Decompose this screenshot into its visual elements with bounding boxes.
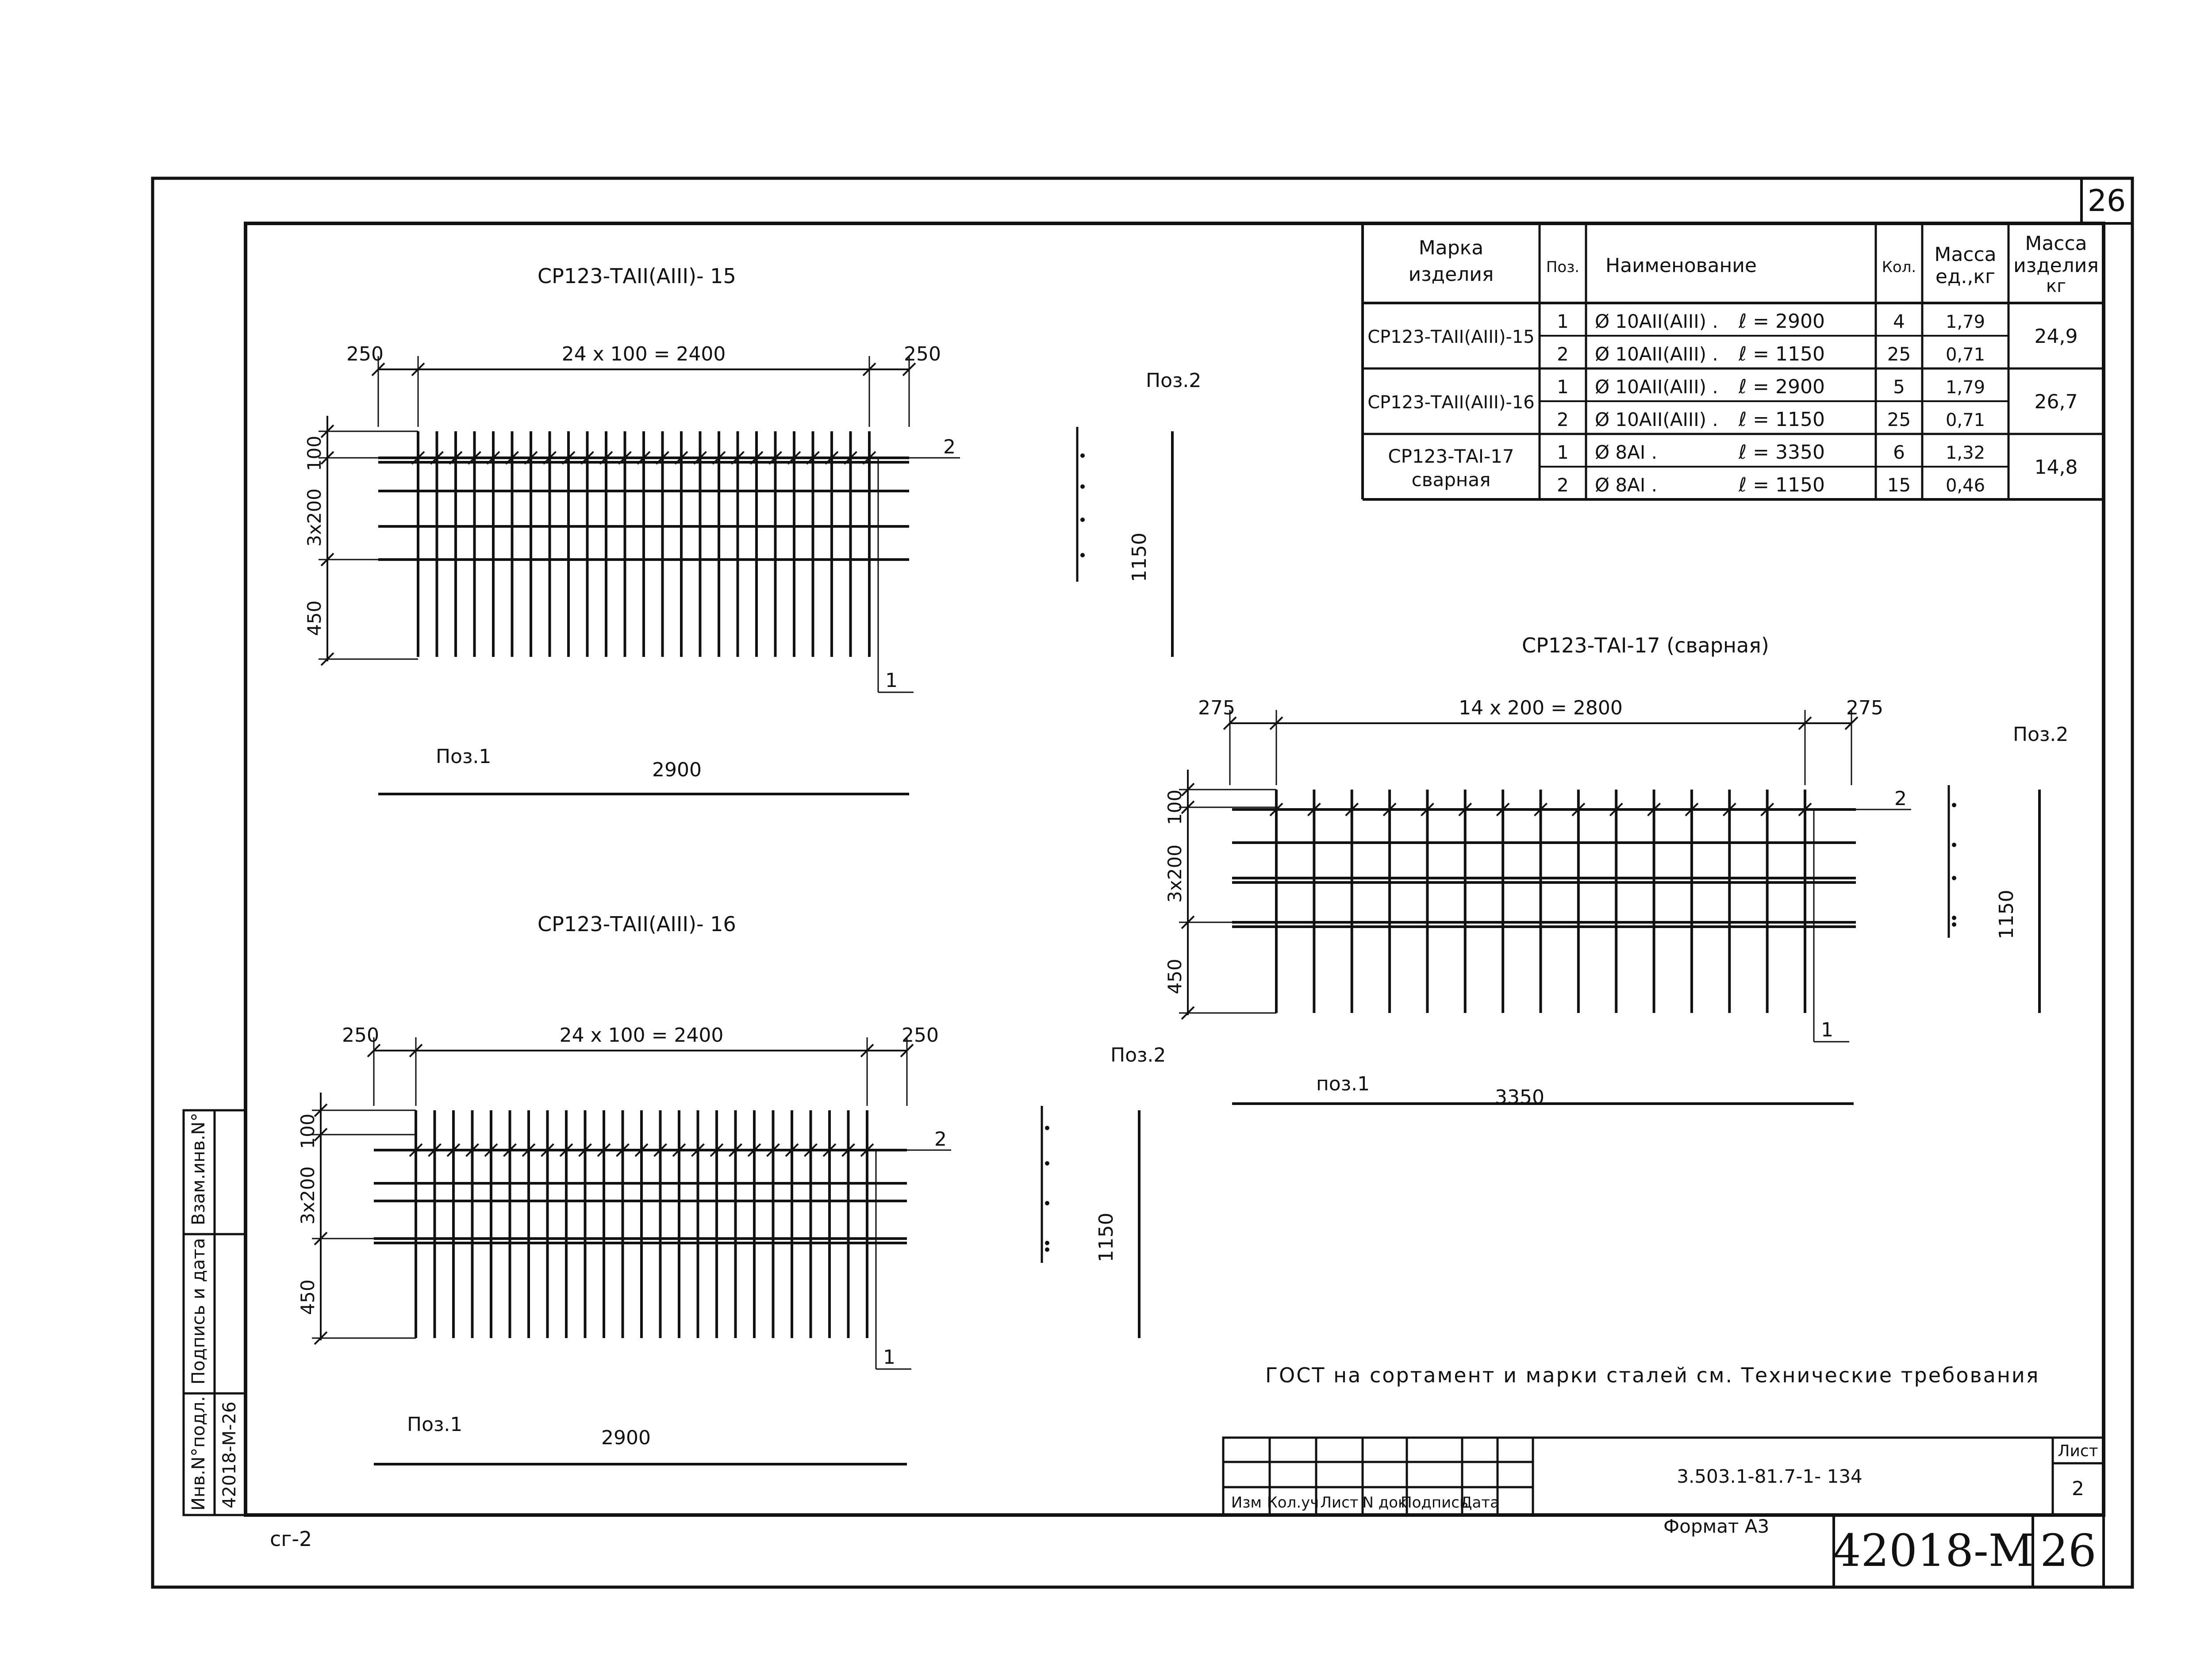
spec-qty: 15 [1887, 474, 1911, 496]
poz2-mark [1045, 1126, 1049, 1130]
dim-v2: 3x200 [303, 488, 325, 547]
poz2-mark [1045, 1247, 1049, 1252]
dim-v3: 450 [303, 600, 325, 636]
sheet-label: Лист [2058, 1442, 2098, 1460]
poz2-mark [1045, 1201, 1049, 1205]
spec-diameter: Ø 8АI . [1595, 441, 1657, 463]
spec-qty: 25 [1887, 409, 1911, 430]
title-block-header: Изм [1231, 1494, 1262, 1511]
spec-diameter: Ø 10АII(АIII) . [1595, 343, 1718, 365]
spec-item-mass: 24,9 [2034, 325, 2078, 348]
poz2-mark [1952, 803, 1956, 807]
spec-qty: 4 [1893, 311, 1905, 332]
poz2-mark [1080, 553, 1085, 557]
dim-v2: 3x200 [1164, 844, 1186, 903]
corner-number: 26 [2087, 184, 2126, 219]
spec-pos: 1 [1557, 441, 1569, 463]
poz1-length: 2900 [601, 1427, 651, 1449]
stamp-code: 42018-М [1832, 1525, 2034, 1577]
dim-v2: 3x200 [297, 1166, 319, 1225]
dim-middle: 24 x 100 = 2400 [559, 1024, 724, 1047]
spec-qty: 5 [1893, 376, 1905, 398]
side-stamp-col1-value: 42018-М-26 [219, 1401, 240, 1508]
poz1-length: 3350 [1495, 1086, 1544, 1109]
title-block-header: Кол.уч [1267, 1494, 1319, 1511]
dim-left: 250 [346, 343, 384, 365]
poz2-mark [1080, 518, 1085, 522]
spec-length: ℓ = 2900 [1739, 376, 1825, 398]
label-pos1: 1 [885, 669, 898, 692]
spec-unit-mass: 0,71 [1945, 345, 1985, 365]
bottom-left-label: сг-2 [270, 1527, 312, 1551]
drawing-15 [303, 264, 1201, 794]
dim-middle: 24 x 100 = 2400 [561, 343, 726, 365]
spec-length: ℓ = 3350 [1739, 441, 1825, 464]
dim-v1: 100 [1164, 789, 1186, 825]
spec-pos: 1 [1557, 376, 1569, 398]
label-pos2: 2 [934, 1128, 947, 1151]
dim-right: 250 [904, 343, 941, 365]
spec-header-mark: Марка [1418, 237, 1484, 259]
title-block-header: Лист [1320, 1494, 1359, 1511]
poz2-mark [1080, 484, 1085, 489]
dim-v1: 100 [297, 1113, 319, 1149]
spec-header-unit-mass: Масса [1934, 243, 1997, 266]
poz2-length: 1150 [1995, 890, 2018, 940]
poz2-mark [1952, 843, 1956, 847]
poz2-label: Поз.2 [1146, 369, 1202, 392]
spec-item-mass: 14,8 [2034, 456, 2078, 479]
dim-left: 275 [1198, 697, 1235, 719]
dim-left: 250 [342, 1024, 379, 1047]
dim-v3: 450 [1164, 959, 1186, 994]
poz2-length: 1150 [1095, 1212, 1118, 1262]
drawing-17 [1164, 633, 2068, 1109]
spec-header-pos: Поз. [1546, 258, 1580, 276]
spec-header-unit-mass: ед.,кг [1935, 265, 1996, 288]
label-pos2: 2 [943, 436, 956, 458]
spec-table [1363, 223, 2104, 499]
sheet-value: 2 [2072, 1477, 2084, 1500]
doc-code: 3.503.1-81.7-1- 134 [1677, 1465, 1863, 1487]
dim-right: 275 [1846, 697, 1883, 719]
spec-pos: 2 [1557, 474, 1569, 496]
poz2-mark [1952, 922, 1956, 927]
title-block-header: Подпись [1401, 1494, 1468, 1511]
side-stamp-col2: Подпись и дата [188, 1238, 209, 1385]
title-block-header: Дата [1460, 1494, 1500, 1511]
spec-unit-mass: 0,46 [1945, 476, 1985, 496]
spec-length: ℓ = 1150 [1739, 343, 1825, 365]
side-stamp-col3: Взам.инв.N° [188, 1112, 209, 1225]
drawing-title: СР123-ТАII(АIII)- 15 [538, 264, 736, 288]
label-pos1: 1 [883, 1346, 895, 1369]
spec-length: ℓ = 1150 [1739, 408, 1825, 431]
spec-mark: сварная [1411, 469, 1491, 491]
poz2-mark [1080, 453, 1085, 458]
spec-header-item-mass: кг [2046, 276, 2066, 296]
spec-mark: СР123-ТАI-17 [1388, 445, 1514, 467]
spec-unit-mass: 1,32 [1945, 443, 1985, 463]
spec-unit-mass: 1,79 [1945, 312, 1985, 332]
poz1-label: Поз.1 [407, 1413, 463, 1436]
drawing-16 [297, 912, 1166, 1464]
poz1-length: 2900 [652, 759, 702, 781]
label-pos1: 1 [1821, 1019, 1833, 1041]
poz2-mark [1045, 1241, 1049, 1245]
spec-pos: 1 [1557, 311, 1569, 332]
spec-qty: 25 [1887, 343, 1911, 365]
spec-unit-mass: 1,79 [1945, 377, 1985, 398]
drawing-title: СР123-ТАII(АIII)- 16 [538, 912, 736, 936]
spec-diameter: Ø 8АI . [1595, 474, 1657, 496]
poz2-mark [1952, 876, 1956, 880]
dim-v3: 450 [297, 1279, 319, 1315]
poz1-label: поз.1 [1316, 1073, 1370, 1095]
spec-pos: 2 [1557, 343, 1569, 365]
dim-middle: 14 x 200 = 2800 [1459, 697, 1623, 719]
spec-unit-mass: 0,71 [1945, 410, 1985, 430]
side-stamp-col1: Инв.N°подл. [188, 1396, 209, 1511]
spec-pos: 2 [1557, 409, 1569, 430]
spec-header-item-mass: изделия [2013, 254, 2099, 277]
spec-length: ℓ = 2900 [1739, 310, 1825, 333]
spec-header-item-mass: Масса [2025, 232, 2087, 255]
poz2-mark [1952, 916, 1956, 920]
drawing-title: СР123-ТАI-17 (сварная) [1522, 633, 1769, 657]
spec-length: ℓ = 1150 [1739, 474, 1825, 496]
poz2-label: Поз.2 [1110, 1044, 1166, 1066]
spec-diameter: Ø 10АII(АIII) . [1595, 311, 1718, 332]
spec-header-name: Наименование [1605, 254, 1757, 277]
dim-right: 250 [902, 1024, 939, 1047]
spec-diameter: Ø 10АII(АIII) . [1595, 376, 1718, 398]
spec-header-mark: изделия [1408, 263, 1494, 286]
format-label: Формат А3 [1663, 1515, 1770, 1537]
title-block-header: N док [1362, 1494, 1407, 1511]
spec-diameter: Ø 10АII(АIII) . [1595, 409, 1718, 430]
spec-mark: СР123-ТАII(АIII)-16 [1367, 392, 1535, 413]
dim-v1: 100 [303, 435, 325, 472]
label-pos2: 2 [1894, 787, 1907, 810]
poz1-label: Поз.1 [436, 745, 492, 768]
spec-mark: СР123-ТАII(АIII)-15 [1367, 327, 1535, 347]
gost-note: ГОСТ на сортамент и марки сталей см. Технические требования [1265, 1363, 2040, 1387]
poz2-mark [1045, 1161, 1049, 1166]
spec-item-mass: 26,7 [2034, 391, 2078, 413]
poz2-label: Поз.2 [2013, 723, 2069, 746]
spec-qty: 6 [1893, 441, 1905, 463]
spec-header-qty: Кол. [1882, 258, 1916, 276]
stamp-num: 26 [2040, 1525, 2097, 1577]
poz2-length: 1150 [1128, 533, 1151, 582]
